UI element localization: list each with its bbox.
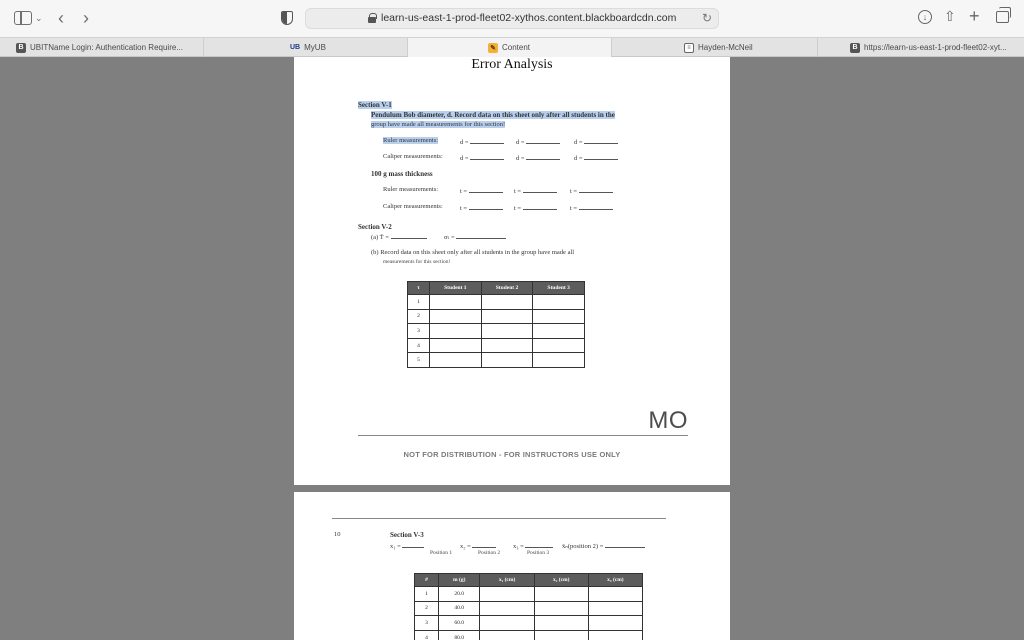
table-cell [588,630,642,640]
mass-cell: 60.0 [439,616,480,631]
table-cell [430,309,482,324]
tab-ubitname-login[interactable] [0,38,204,57]
section-v3-heading: Section V-3 [390,531,424,539]
table-cell [534,587,588,602]
download-icon[interactable]: ↓ [918,10,932,24]
table-header-row [408,282,585,295]
table-header: # [415,574,439,587]
table-header-row [415,574,643,587]
row-number: 2 [408,309,430,324]
ruler-t-3: t = [570,186,613,195]
url-text: learn-us-east-1-prod-fleet02-xythos.content.blackboardcdn.com [381,12,677,24]
caliper-t-1: t = [460,203,503,212]
table-cell [430,295,482,310]
table-header: τ [408,282,430,295]
ruler-d-1: d = [460,137,504,146]
section-v1-instruction-2: group have made all measurements for this section! [371,121,506,128]
table-cell [588,587,642,602]
table-cell [534,601,588,616]
document-icon: ≡ [684,43,694,53]
row-number: 5 [408,353,430,368]
table-cell [480,587,534,602]
chevron-down-icon[interactable]: ⌄ [35,12,43,23]
table-row [415,616,643,631]
ruler-d-2: d = [516,137,560,146]
table-row [415,587,643,602]
table-cell [430,324,482,339]
new-tab-icon[interactable]: + [969,6,980,26]
tab-label: UBITName Login: Authentication Require... [30,43,183,52]
table-cell [533,295,585,310]
page-title: Error Analysis [471,57,553,72]
mass-cell: 40.0 [439,601,480,616]
part-a-sigma: σₜ = [444,232,506,241]
table-cell [430,353,482,368]
average-position-field: x̄ₙ(position 2) = [562,541,645,550]
row-number: 4 [408,338,430,353]
row-number: 3 [408,324,430,339]
lock-icon [368,13,376,22]
ruler-d-3: d = [574,137,618,146]
table-header: x₁ (cm) [480,574,534,587]
table-cell [534,630,588,640]
table-cell [480,601,534,616]
tab-bar [0,37,1024,57]
pdf-page-2 [294,492,730,640]
row-number: 1 [415,587,439,602]
sidebar-toggle-icon[interactable] [14,11,32,25]
x3-field: x₃ = [513,541,553,550]
ruler-measurements-label: Ruler measurements: [383,137,439,144]
reload-icon[interactable]: ↻ [701,11,712,25]
table-header: x₂ (cm) [534,574,588,587]
caliper-d-3: d = [574,153,618,162]
section-v1-heading: Section V-1 [358,101,392,109]
distribution-notice: NOT FOR DISTRIBUTION - FOR INSTRUCTORS USE ONLY [403,450,621,459]
position-2-label: Position 2 [478,550,501,556]
ruler-t-1: t = [460,186,503,195]
tab-label: Hayden-McNeil [698,43,753,52]
student-period-table [407,281,585,368]
table-cell [533,309,585,324]
caliper-t-3: t = [570,203,613,212]
table-row [415,630,643,640]
mass-cell: 80.0 [439,630,480,640]
tab-label: Content [502,43,531,52]
table-cell [430,338,482,353]
part-b-instruction-2: measurements for this section! [383,259,451,265]
tab-myub[interactable] [204,38,408,57]
pencil-icon: ✎ [488,43,498,53]
x1-field: x₁ = [390,541,424,550]
table-header: x₃ (cm) [588,574,642,587]
table-row [408,338,585,353]
table-header: Student 1 [430,282,482,295]
tab-label: https://learn-us-east-1-prod-fleet02-xyt... [864,43,1007,52]
table-row [415,601,643,616]
table-header: m (g) [439,574,480,587]
table-cell [588,616,642,631]
forward-button[interactable]: › [83,7,89,28]
caliper-d-1: d = [460,153,504,162]
row-number: 1 [408,295,430,310]
header-divider [332,518,666,519]
share-icon[interactable]: ⇧ [944,8,956,24]
row-number: 4 [415,630,439,640]
section-v2-heading: Section V-2 [358,223,392,231]
ruler-measurements-label-2: Ruler measurements: [383,186,439,193]
mass-position-table [414,573,643,640]
mass-thickness-heading: 100 g mass thickness [371,170,433,178]
tab-overview-icon[interactable] [996,11,1009,23]
table-cell [533,353,585,368]
caliper-measurements-label-2: Caliper measurements: [383,203,443,210]
table-header: Student 2 [481,282,533,295]
position-3-label: Position 3 [527,550,550,556]
browser-toolbar [0,0,1024,37]
row-number: 3 [415,616,439,631]
table-row [408,295,585,310]
tab-content[interactable] [408,38,612,57]
back-button[interactable]: ‹ [58,7,64,28]
table-row [408,324,585,339]
section-v1-instruction: Pendulum Bob diameter, d. Record data on this sheet only after all students in the [371,111,615,119]
caliper-t-2: t = [514,203,557,212]
position-1-label: Position 1 [430,550,453,556]
page-number: 10 [334,531,341,538]
mass-cell: 20.0 [439,587,480,602]
table-cell [481,324,533,339]
table-cell [481,295,533,310]
table-cell [533,338,585,353]
row-number: 2 [415,601,439,616]
ruler-t-2: t = [514,186,557,195]
pdf-page-1 [294,57,730,485]
table-cell [481,309,533,324]
tab-blackboard-pdf[interactable] [818,38,1024,57]
blackboard-icon: B [850,43,860,53]
table-header: Student 3 [533,282,585,295]
table-row [408,353,585,368]
tab-hayden-mcneil[interactable] [612,38,818,57]
table-cell [481,338,533,353]
table-row [408,309,585,324]
table-cell [534,616,588,631]
part-a-t-bar: (a) T̄ = [371,232,427,241]
ub-logo-icon: UB [290,44,301,51]
caliper-measurements-label: Caliper measurements: [383,153,443,160]
privacy-shield-icon[interactable] [281,11,293,25]
part-b-instruction: (b) Record data on this sheet only after all students in the group have made all [371,249,575,256]
footer-divider [358,435,688,436]
handwritten-initials: MO [648,407,688,434]
table-cell [588,601,642,616]
table-cell [480,616,534,631]
tab-label: MyUB [304,43,326,52]
blackboard-icon: B [16,43,26,53]
table-cell [480,630,534,640]
table-cell [481,353,533,368]
table-cell [533,324,585,339]
x2-field: x₂ = [460,541,496,550]
address-bar[interactable] [305,8,719,29]
caliper-d-2: d = [516,153,560,162]
